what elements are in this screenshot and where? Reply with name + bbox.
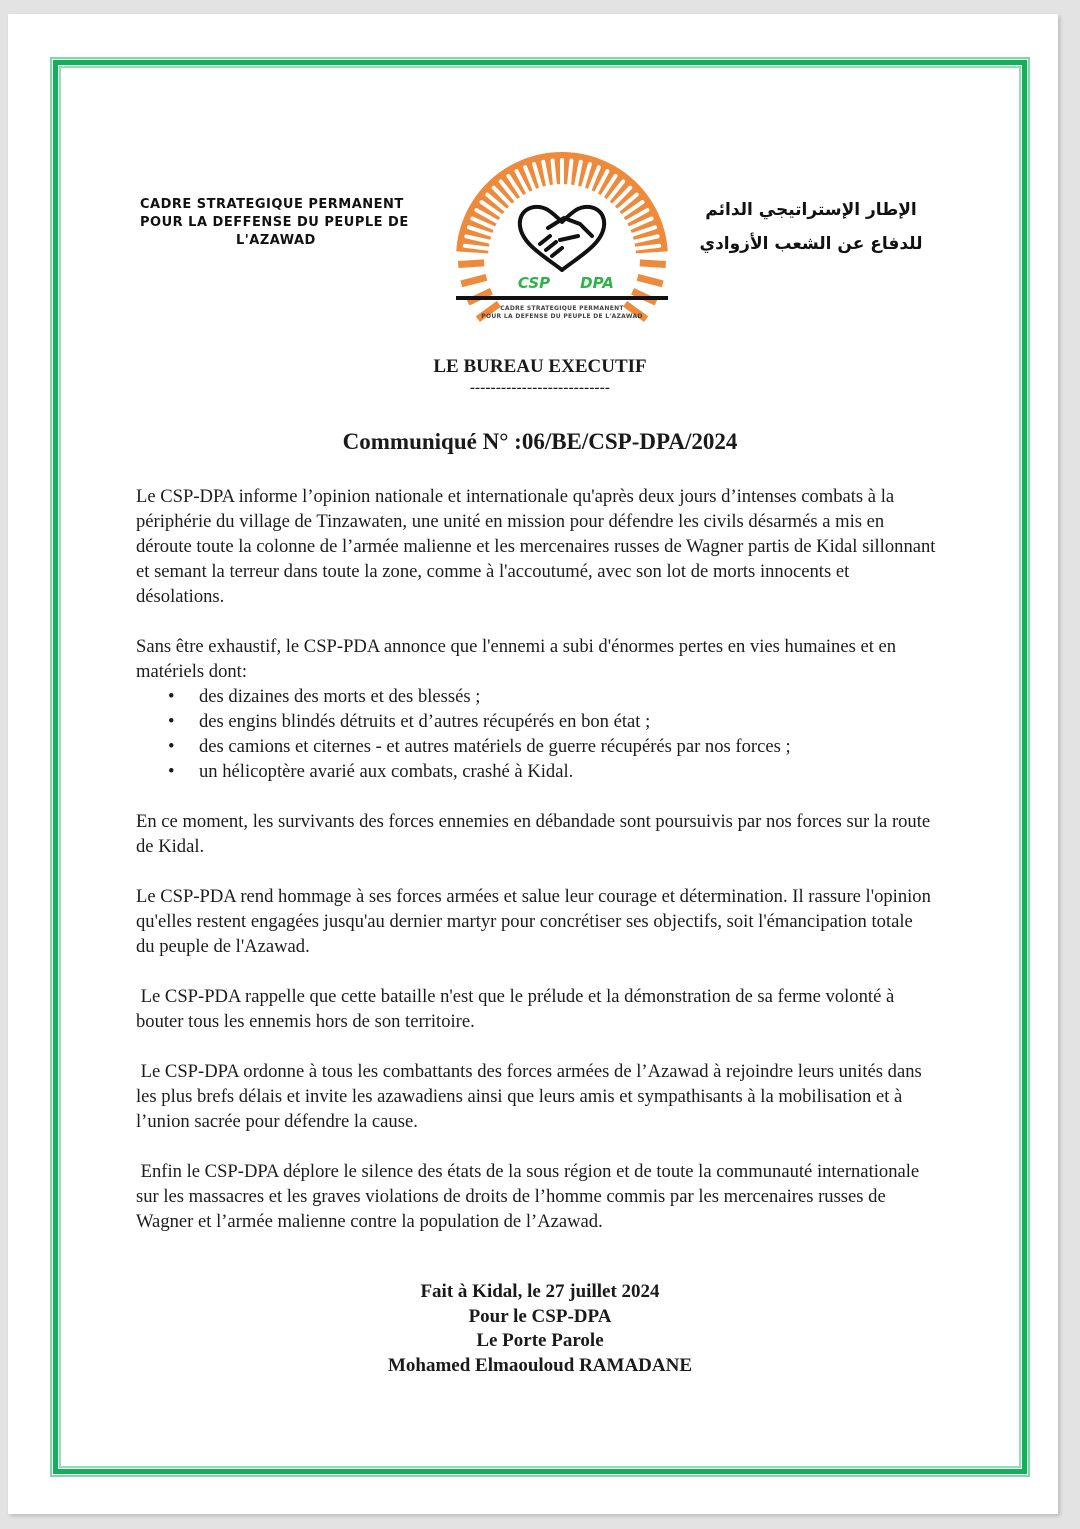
paragraph-pursuit: En ce moment, les survivants des forces ennemies en débandade sont poursuivis par nos forces sur la route de Kidal. bbox=[136, 811, 931, 857]
signature-role: Le Porte Parole bbox=[476, 1330, 604, 1351]
org-name-french bbox=[140, 196, 450, 250]
bullet-icon: • bbox=[168, 761, 175, 782]
list-item-text: des camions et citernes - et autres matériels de guerre récupérés par nos forces ; bbox=[199, 736, 791, 757]
logo-subtitle-line: POUR LA DEFENSE DU PEUPLE DE L'AZAWAD bbox=[481, 313, 643, 320]
paragraph-mobilisation: Le CSP-DPA ordonne à tous les combattants des forces armées de l’Azawad à rejoindre leurs unités dans les plus brefs délais et invite les azawadiens ainsi que leurs amis et sympathisants à la mobilisation et à l’union sacrée pour défendre la cause. bbox=[136, 1061, 927, 1132]
bureau-title: LE BUREAU EXECUTIF bbox=[433, 356, 647, 377]
signature-block bbox=[0, 1280, 1080, 1378]
bullet-icon: • bbox=[168, 736, 175, 757]
list-item bbox=[136, 759, 936, 784]
sun-ray-side bbox=[638, 277, 663, 283]
paragraph-tribute: Le CSP-PDA rend hommage à ses forces armées et salue leur courage et détermination. Il rassure l'opinion qu'elles restent engagées jusqu'au dernier martyr pour concrétiser ses objectifs, soit l'émancipation totale du peuple de l'Azawad. bbox=[136, 886, 931, 957]
sun-ray-side bbox=[640, 263, 666, 265]
org-name-arabic-line: الإطار الإستراتيجي الدائم bbox=[705, 200, 917, 220]
org-name-french-line: CADRE STRATEGIQUE PERMANENT bbox=[140, 197, 404, 212]
bullet-icon: • bbox=[168, 686, 175, 707]
list-item bbox=[136, 709, 936, 734]
paragraph-prelude: Le CSP-PDA rappelle que cette bataille n'est que le prélude et la démonstration de sa ferme volonté à bouter tous les ennemis hors de son territoire. bbox=[136, 986, 899, 1032]
signature-place-date: Fait à Kidal, le 27 juillet 2024 bbox=[420, 1281, 660, 1302]
losses-list bbox=[136, 684, 936, 784]
list-item-text: des dizaines des morts et des blessés ; bbox=[199, 686, 481, 707]
org-name-french-line: L'AZAWAD bbox=[236, 233, 316, 248]
logo-subtitle-line: CADRE STRATEGIQUE PERMANENT bbox=[500, 305, 624, 312]
org-name-french-line: POUR LA DEFFENSE DU PEUPLE DE bbox=[140, 215, 409, 230]
logo-rule bbox=[456, 296, 668, 300]
paragraph-intro: Le CSP-DPA informe l’opinion nationale et internationale qu'après deux jours d’intenses combats à la périphérie du village de Tinzawaten, une unité en mission pour défendre les civils désarmés a mis en déroute toute la colonne de l’armée malienne et les mercenaires russes de Wagner partis de Kidal sillonnant et semant la terreur dans toute la zone, comme à l'accoutumé, avec son lot de morts innocents et désolations. bbox=[136, 486, 936, 607]
list-item bbox=[136, 734, 936, 759]
paragraph-condemnation: Enfin le CSP-DPA déplore le silence des états de la sous région et de toute la communauté internationale sur les massacres et les graves violations de droits de l’homme commis par les mercenaires russes de Wagner et l’armée malienne contre la population de l’Azawad. bbox=[136, 1161, 924, 1232]
sun-rays bbox=[456, 152, 668, 319]
title-separator: --------------------------- bbox=[469, 380, 611, 396]
list-item-text: un hélicoptère avarié aux combats, crashé à Kidal. bbox=[199, 761, 574, 782]
handshake-heart-icon bbox=[520, 207, 604, 270]
sunburst-handshake-icon bbox=[452, 148, 672, 326]
bullet-icon: • bbox=[168, 711, 175, 732]
signature-name: Mohamed Elmaouloud RAMADANE bbox=[387, 1354, 693, 1376]
sun-ray-side bbox=[461, 277, 486, 283]
logo-left-text: CSP bbox=[517, 274, 551, 292]
sun-ray-side bbox=[458, 263, 484, 265]
list-item bbox=[136, 684, 936, 709]
communique-title: Communiqué N° :06/BE/CSP-DPA/2024 bbox=[342, 429, 738, 454]
org-name-arabic bbox=[680, 193, 942, 261]
communique-body bbox=[136, 484, 936, 1259]
org-name-arabic-line: للدفاع عن الشعب الأزوادي bbox=[699, 234, 923, 254]
list-item-text: des engins blindés détruits et d’autres récupérés en bon état ; bbox=[199, 711, 651, 732]
logo-subtitle bbox=[452, 305, 672, 321]
paragraph-losses: Sans être exhaustif, le CSP-PDA annonce que l'ennemi a subi d'énormes pertes en vies humaines et en matériels dont: bbox=[136, 636, 897, 682]
csp-dpa-logo bbox=[452, 148, 672, 326]
logo-right-text: DPA bbox=[580, 274, 614, 292]
signature-org: Pour le CSP-DPA bbox=[468, 1305, 612, 1327]
